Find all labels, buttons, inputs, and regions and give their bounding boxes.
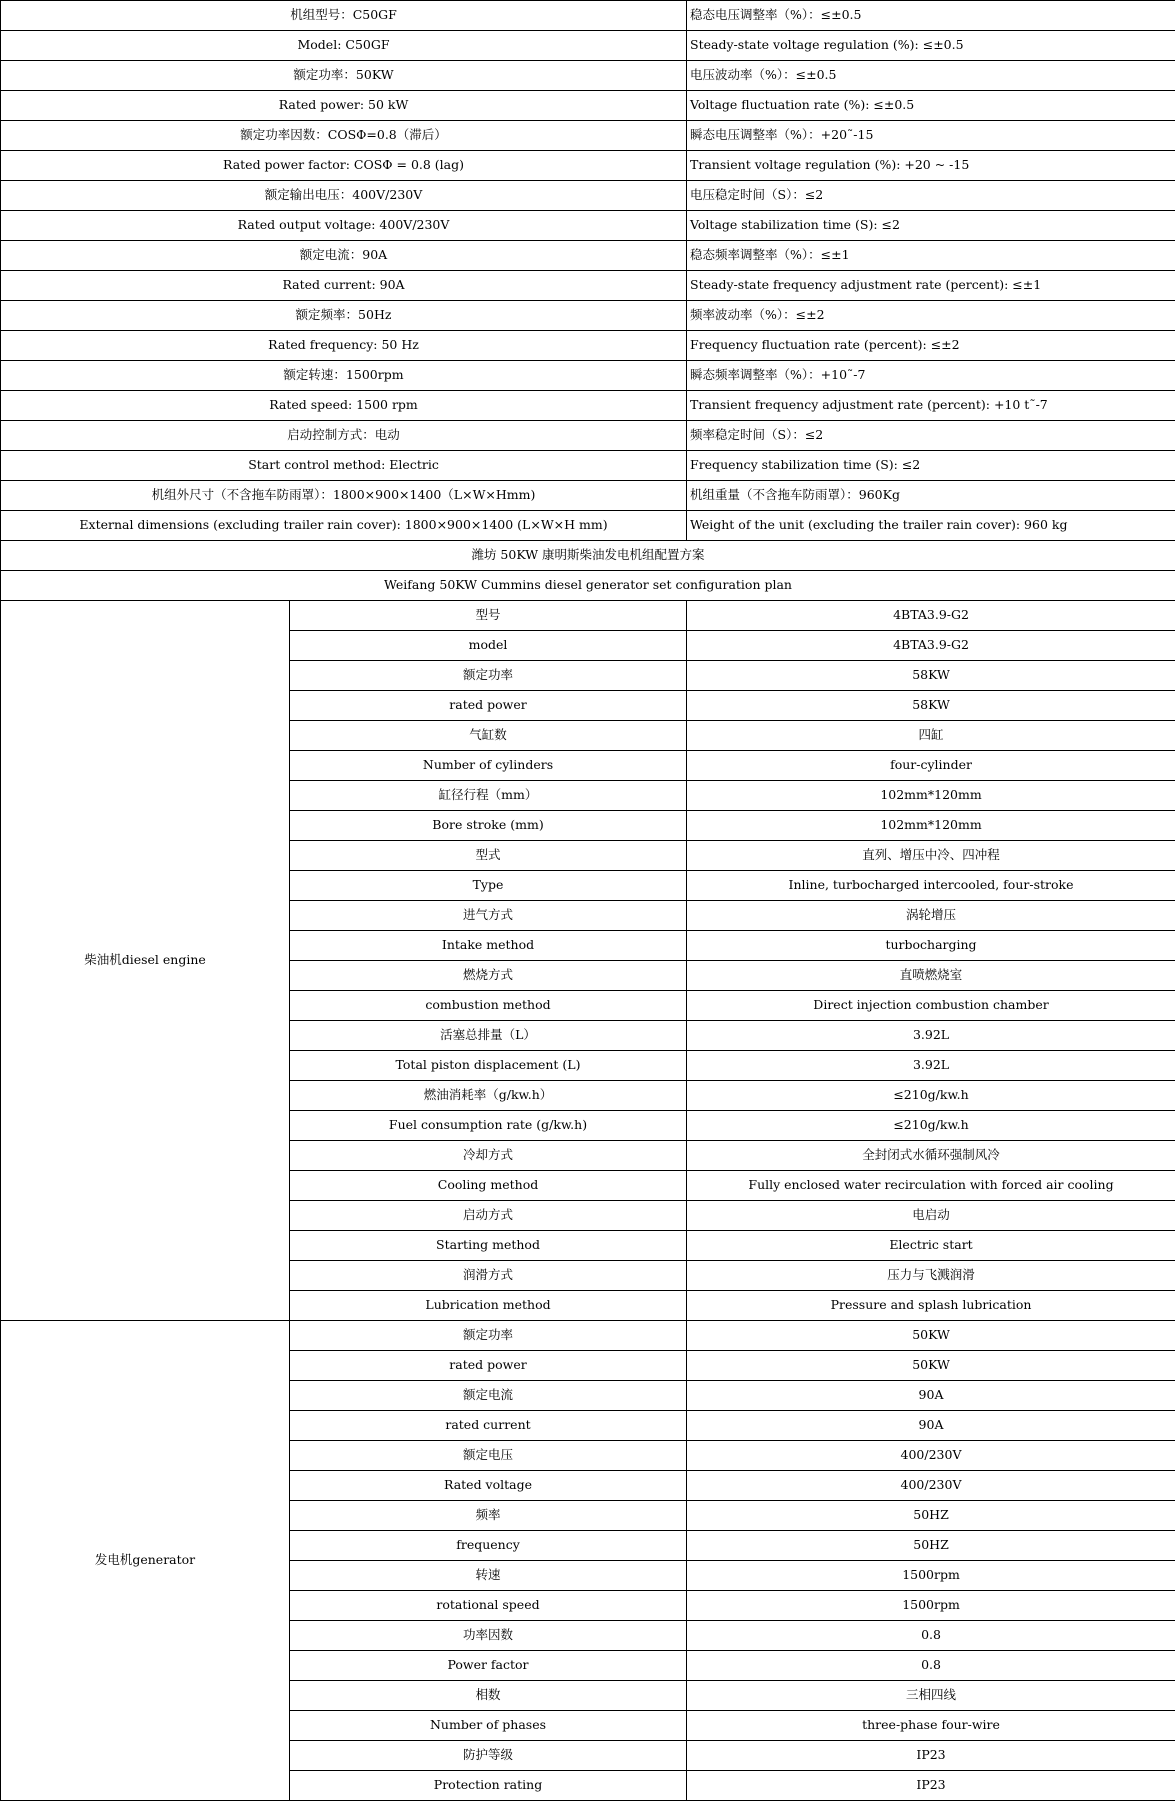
spec-left-cell: Rated output voltage: 400V/230V (1, 211, 687, 241)
engine-param-cell: 额定功率 (290, 661, 687, 691)
plan-title: 潍坊 50KW 康明斯柴油发电机组配置方案 (1, 541, 1175, 571)
generator-value-cell: 0.8 (687, 1651, 1175, 1681)
engine-value-cell: 压力与飞溅润滑 (687, 1261, 1175, 1291)
spec-left-cell: 额定频率：50Hz (1, 301, 687, 331)
generator-value-cell: 90A (687, 1381, 1175, 1411)
generator-value-cell: 0.8 (687, 1621, 1175, 1651)
spec-row (1, 391, 1175, 421)
generator-param-cell: 防护等级 (290, 1741, 687, 1771)
spec-right-cell: Transient voltage regulation (%): +20 ~ -15 (687, 151, 1175, 181)
generator-param-cell: Power factor (290, 1651, 687, 1681)
generator-value-cell: 90A (687, 1411, 1175, 1441)
engine-param-cell: 冷却方式 (290, 1141, 687, 1171)
engine-value-cell: 3.92L (687, 1021, 1175, 1051)
engine-value-cell: 电启动 (687, 1201, 1175, 1231)
engine-value-cell: 102mm*120mm (687, 811, 1175, 841)
engine-value-cell: 涡轮增压 (687, 901, 1175, 931)
engine-param-cell: 润滑方式 (290, 1261, 687, 1291)
engine-value-cell: four-cylinder (687, 751, 1175, 781)
spec-right-cell: Steady-state voltage regulation (%): ≤±0.5 (687, 31, 1175, 61)
engine-value-cell: 4BTA3.9-G2 (687, 631, 1175, 661)
spec-row (1, 331, 1175, 361)
engine-row (1, 601, 1175, 631)
spec-left-cell: Model: C50GF (1, 31, 687, 61)
generator-param-cell: 相数 (290, 1681, 687, 1711)
spec-left-cell: Rated power: 50 kW (1, 91, 687, 121)
engine-param-cell: 缸径行程（mm） (290, 781, 687, 811)
generator-value-cell: 50HZ (687, 1501, 1175, 1531)
spec-left-cell: External dimensions (excluding trailer rain cover): 1800×900×1400 (L×W×H mm) (1, 511, 687, 541)
spec-row (1, 151, 1175, 181)
spec-right-cell: Frequency fluctuation rate (percent): ≤±2 (687, 331, 1175, 361)
generator-value-cell: 50HZ (687, 1531, 1175, 1561)
spec-right-cell: 瞬态频率调整率（%）：+10˜-7 (687, 361, 1175, 391)
spec-table-body (1, 1, 1175, 1801)
spec-left-cell: 启动控制方式：电动 (1, 421, 687, 451)
spec-left-cell: 机组外尺寸（不含拖车防雨罩）：1800×900×1400（L×W×Hmm) (1, 481, 687, 511)
engine-value-cell: ≤210g/kw.h (687, 1111, 1175, 1141)
spec-row (1, 31, 1175, 61)
engine-value-cell: Fully enclosed water recirculation with forced air cooling (687, 1171, 1175, 1201)
generator-param-cell: 额定电压 (290, 1441, 687, 1471)
plan-title: Weifang 50KW Cummins diesel generator set configuration plan (1, 571, 1175, 601)
spec-right-cell: 稳态频率调整率（%）：≤±1 (687, 241, 1175, 271)
engine-param-cell: Cooling method (290, 1171, 687, 1201)
spec-row (1, 481, 1175, 511)
generator-group-label: 发电机generator (1, 1321, 290, 1801)
plan-title-row (1, 541, 1175, 571)
generator-row (1, 1321, 1175, 1351)
generator-param-cell: 转速 (290, 1561, 687, 1591)
spec-row (1, 181, 1175, 211)
spec-right-cell: 电压稳定时间（S）：≤2 (687, 181, 1175, 211)
engine-value-cell: 3.92L (687, 1051, 1175, 1081)
spec-row (1, 511, 1175, 541)
engine-value-cell: Pressure and splash lubrication (687, 1291, 1175, 1321)
spec-right-cell: Voltage stabilization time (S): ≤2 (687, 211, 1175, 241)
spec-row (1, 271, 1175, 301)
engine-param-cell: 燃烧方式 (290, 961, 687, 991)
engine-value-cell: Direct injection combustion chamber (687, 991, 1175, 1021)
generator-value-cell: three-phase four-wire (687, 1711, 1175, 1741)
generator-param-cell: rated power (290, 1351, 687, 1381)
generator-param-cell: Rated voltage (290, 1471, 687, 1501)
engine-param-cell: Type (290, 871, 687, 901)
spec-right-cell: 稳态电压调整率（%）：≤±0.5 (687, 1, 1175, 31)
engine-param-cell: Intake method (290, 931, 687, 961)
spec-right-cell: Weight of the unit (excluding the trailer rain cover): 960 kg (687, 511, 1175, 541)
generator-value-cell: 400/230V (687, 1441, 1175, 1471)
generator-param-cell: frequency (290, 1531, 687, 1561)
spec-left-cell: Rated speed: 1500 rpm (1, 391, 687, 421)
spec-right-cell: Frequency stabilization time (S): ≤2 (687, 451, 1175, 481)
generator-value-cell: 三相四线 (687, 1681, 1175, 1711)
generator-param-cell: rotational speed (290, 1591, 687, 1621)
engine-value-cell: 58KW (687, 661, 1175, 691)
engine-param-cell: Starting method (290, 1231, 687, 1261)
engine-param-cell: 活塞总排量（L） (290, 1021, 687, 1051)
spec-left-cell: Start control method: Electric (1, 451, 687, 481)
generator-value-cell: 400/230V (687, 1471, 1175, 1501)
spec-row (1, 241, 1175, 271)
spec-left-cell: 额定转速：1500rpm (1, 361, 687, 391)
generator-value-cell: IP23 (687, 1771, 1175, 1801)
engine-param-cell: 进气方式 (290, 901, 687, 931)
spec-left-cell: 额定功率：50KW (1, 61, 687, 91)
engine-value-cell: 直列、增压中冷、四冲程 (687, 841, 1175, 871)
engine-param-cell: Bore stroke (mm) (290, 811, 687, 841)
spec-right-cell: 瞬态电压调整率（%）：+20˜-15 (687, 121, 1175, 151)
generator-param-cell: 功率因数 (290, 1621, 687, 1651)
spec-row (1, 421, 1175, 451)
spec-row (1, 211, 1175, 241)
engine-param-cell: Lubrication method (290, 1291, 687, 1321)
spec-row (1, 121, 1175, 151)
generator-param-cell: rated current (290, 1411, 687, 1441)
engine-param-cell: 型号 (290, 601, 687, 631)
engine-value-cell: Inline, turbocharged intercooled, four-stroke (687, 871, 1175, 901)
engine-param-cell: combustion method (290, 991, 687, 1021)
plan-title-row (1, 571, 1175, 601)
spec-right-cell: 电压波动率（%）：≤±0.5 (687, 61, 1175, 91)
spec-left-cell: Rated power factor: COSΦ = 0.8 (lag) (1, 151, 687, 181)
engine-param-cell: rated power (290, 691, 687, 721)
spec-row (1, 301, 1175, 331)
engine-param-cell: model (290, 631, 687, 661)
spec-left-cell: 额定输出电压：400V/230V (1, 181, 687, 211)
engine-param-cell: Total piston displacement (L) (290, 1051, 687, 1081)
spec-row (1, 451, 1175, 481)
spec-left-cell: Rated current: 90A (1, 271, 687, 301)
engine-value-cell: ≤210g/kw.h (687, 1081, 1175, 1111)
spec-left-cell: 机组型号：C50GF (1, 1, 687, 31)
generator-value-cell: 50KW (687, 1351, 1175, 1381)
generator-param-cell: Protection rating (290, 1771, 687, 1801)
spec-left-cell: 额定功率因数：COSΦ=0.8（滞后） (1, 121, 687, 151)
generator-param-cell: 额定功率 (290, 1321, 687, 1351)
generator-value-cell: 1500rpm (687, 1591, 1175, 1621)
spec-row (1, 61, 1175, 91)
engine-value-cell: turbocharging (687, 931, 1175, 961)
generator-param-cell: 额定电流 (290, 1381, 687, 1411)
generator-value-cell: 50KW (687, 1321, 1175, 1351)
engine-value-cell: 102mm*120mm (687, 781, 1175, 811)
engine-value-cell: 4BTA3.9-G2 (687, 601, 1175, 631)
generator-value-cell: IP23 (687, 1741, 1175, 1771)
generator-value-cell: 1500rpm (687, 1561, 1175, 1591)
engine-group-label: 柴油机diesel engine (1, 601, 290, 1321)
spec-left-cell: Rated frequency: 50 Hz (1, 331, 687, 361)
spec-right-cell: 频率波动率（%）：≤±2 (687, 301, 1175, 331)
spec-row (1, 1, 1175, 31)
spec-left-cell: 额定电流：90A (1, 241, 687, 271)
spec-right-cell: Transient frequency adjustment rate (percent): +10 t˜-7 (687, 391, 1175, 421)
engine-value-cell: 全封闭式水循环强制风冷 (687, 1141, 1175, 1171)
engine-param-cell: 气缸数 (290, 721, 687, 751)
spec-right-cell: 频率稳定时间（S）：≤2 (687, 421, 1175, 451)
engine-param-cell: 型式 (290, 841, 687, 871)
engine-value-cell: 四缸 (687, 721, 1175, 751)
engine-param-cell: 启动方式 (290, 1201, 687, 1231)
spec-row (1, 91, 1175, 121)
engine-param-cell: Fuel consumption rate (g/kw.h) (290, 1111, 687, 1141)
engine-param-cell: Number of cylinders (290, 751, 687, 781)
spec-right-cell: Voltage fluctuation rate (%): ≤±0.5 (687, 91, 1175, 121)
engine-value-cell: 58KW (687, 691, 1175, 721)
generator-param-cell: Number of phases (290, 1711, 687, 1741)
engine-value-cell: Electric start (687, 1231, 1175, 1261)
engine-value-cell: 直喷燃烧室 (687, 961, 1175, 991)
spec-right-cell: 机组重量（不含拖车防雨罩）：960Kg (687, 481, 1175, 511)
spec-row (1, 361, 1175, 391)
engine-param-cell: 燃油消耗率（g/kw.h） (290, 1081, 687, 1111)
spec-right-cell: Steady-state frequency adjustment rate (percent): ≤±1 (687, 271, 1175, 301)
generator-param-cell: 频率 (290, 1501, 687, 1531)
